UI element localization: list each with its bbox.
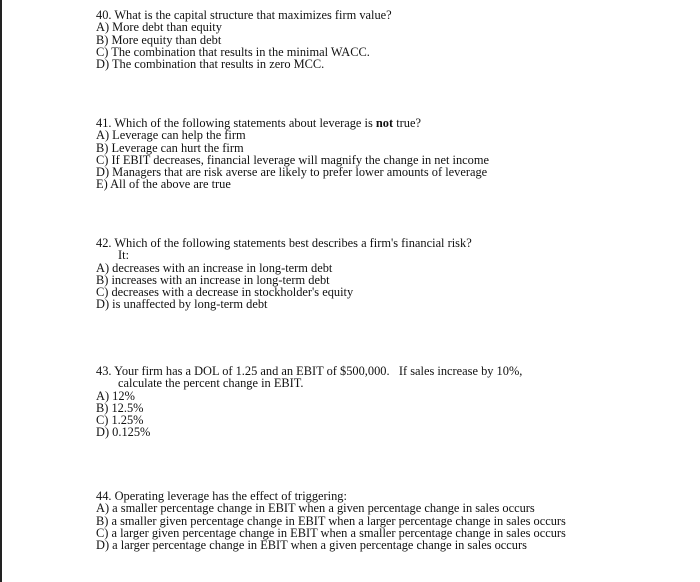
question-stem: 40. What is the capital structure that maximizes firm value? bbox=[96, 8, 392, 22]
answer-option: D) is unaffected by long-term debt bbox=[96, 297, 268, 312]
answer-option: C) decreases with a decrease in stockholder's equity bbox=[96, 285, 354, 300]
answer-option: A) 12% bbox=[96, 388, 135, 403]
answer-option: C) a larger given percentage change in EBIT when a smaller percentage change in sales occurs bbox=[96, 525, 566, 540]
page-left-border bbox=[0, 0, 2, 582]
question-42 bbox=[96, 237, 686, 311]
question-stem-continuation: calculate the percent change in EBIT. bbox=[118, 376, 304, 391]
answer-option: D) a larger percentage change in EBIT when a given percentage change in sales occurs bbox=[96, 538, 527, 553]
question-41 bbox=[96, 117, 686, 191]
answer-option: A) More debt than equity bbox=[96, 20, 222, 35]
answer-option: E) All of the above are true bbox=[96, 177, 231, 192]
answer-option: D) The combination that results in zero MCC. bbox=[96, 57, 325, 72]
answer-option: A) Leverage can help the firm bbox=[96, 128, 246, 143]
question-43 bbox=[96, 365, 686, 439]
question-stem-continuation: It: bbox=[118, 248, 130, 263]
answer-option: B) increases with an increase in long-term debt bbox=[96, 272, 330, 287]
question-stem-text-end: true? bbox=[393, 116, 421, 130]
answer-option: A) decreases with an increase in long-term debt bbox=[96, 260, 333, 275]
question-stem: 44. Operating leverage has the effect of triggering: bbox=[96, 489, 347, 503]
question-stem-emphasis: not bbox=[375, 116, 394, 130]
question-40 bbox=[96, 9, 686, 70]
question-stem: 43. Your firm has a DOL of 1.25 and an EBIT of $500,000. If sales increase by 10%, bbox=[96, 364, 523, 378]
answer-option: C) 1.25% bbox=[96, 413, 144, 428]
question-stem-text: 41. Which of the following statements about leverage is bbox=[96, 116, 376, 130]
question-44 bbox=[96, 490, 686, 551]
answer-option: D) Managers that are risk averse are likely to prefer lower amounts of leverage bbox=[96, 165, 488, 180]
answer-option: D) 0.125% bbox=[96, 425, 151, 440]
answer-option: C) If EBIT decreases, financial leverage will magnify the change in net income bbox=[96, 152, 490, 167]
answer-option: B) Leverage can hurt the firm bbox=[96, 140, 244, 155]
answer-option: B) a smaller given percentage change in EBIT when a larger percentage change in sales occurs bbox=[96, 513, 566, 528]
answer-option: A) a smaller percentage change in EBIT when a given percentage change in sales occurs bbox=[96, 501, 535, 516]
answer-option: B) 12.5% bbox=[96, 400, 144, 415]
answer-option: B) More equity than debt bbox=[96, 32, 222, 47]
answer-option: C) The combination that results in the minimal WACC. bbox=[96, 44, 370, 59]
question-stem: 42. Which of the following statements best describes a firm's financial risk? bbox=[96, 236, 472, 250]
